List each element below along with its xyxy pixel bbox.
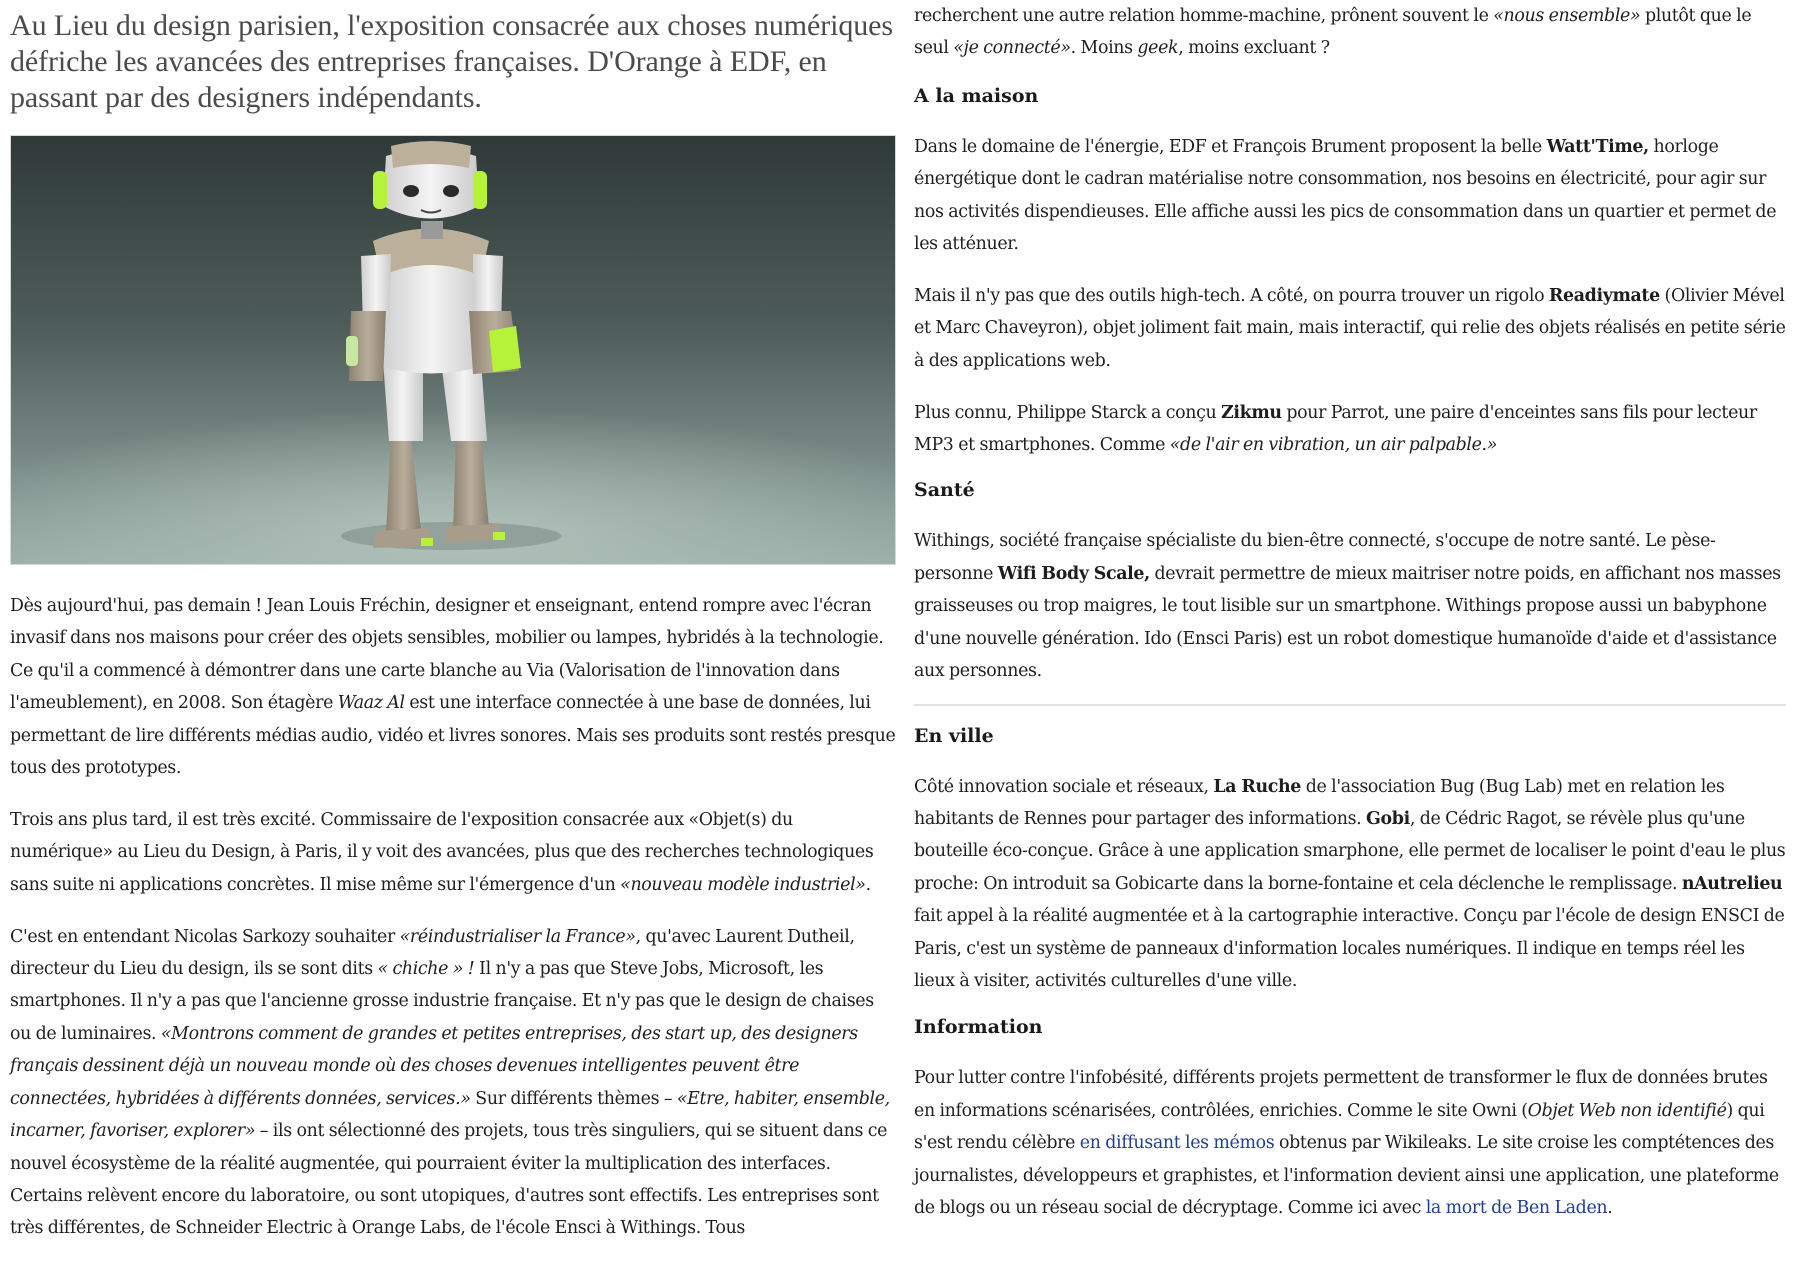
inline-link[interactable]: la mort de Ben Laden bbox=[1425, 1197, 1608, 1218]
text-run: fait appel à la réalité augmentée et à la cartographie interactive. Conçu par l'école de design ENSCI de Paris, c'est un système de panneaux d'information locales numériques. Il indique en temps réel les lieux à visiter, activités culturelles d'une ville. bbox=[914, 906, 1785, 991]
body-paragraph bbox=[10, 590, 896, 784]
left-column bbox=[10, 8, 896, 1264]
text-run: pour Parrot, une paire d'enceintes sans fils pour lecteur MP3 et smartphones. Comme bbox=[914, 402, 1757, 456]
text-run: C'est en entendant Nicolas Sarkozy souhaiter bbox=[10, 926, 400, 947]
text-run: devrait permettre de mieux maitriser notre poids, en affichant nos masses graisseuses ou trop maigres, le tout lisible sur un smartphone. Withings propose aussi un babyphone d'une nouvelle génération. Ido (Ensci Paris) est un robot domestique humanoïde d'aide et d'assistance aux personnes. bbox=[914, 563, 1781, 682]
emphasis-text: «nous ensemble» bbox=[1493, 6, 1641, 26]
text-run: Trois ans plus tard, il est très excité. Commissaire de l'exposition consacrée aux «Objet(s) du numérique» au Lieu du Design, à Paris, il y voit des avancées, plus que des recherches technologiques sans suite ni applications concrètes. Il mise même sur l'émergence d'un bbox=[10, 809, 874, 895]
product-name: Wifi Body Scale, bbox=[997, 563, 1150, 584]
body-paragraph bbox=[914, 771, 1786, 998]
text-run: ) qui s'est rendu célèbre bbox=[914, 1100, 1765, 1154]
text-run: de l'association Bug (Bug Lab) met en relation les habitants de Rennes pour partager des informations. bbox=[914, 776, 1725, 829]
emphasis-text: «je connecté» bbox=[953, 38, 1071, 59]
body-paragraph bbox=[10, 804, 896, 901]
text-run: horloge énergétique dont le cadran matérialise notre consommation, nos besoins en électricité, pour agir sur nos activités dispendieuses. Elle affiche aussi les pics de consommation dans un quartier et permet de les atténuer. bbox=[914, 136, 1777, 255]
body-paragraph bbox=[914, 280, 1786, 377]
text-run: Sur différents thèmes – bbox=[470, 1088, 677, 1109]
section-heading-maison: A la maison bbox=[914, 84, 1039, 107]
text-run: plutôt que le seul bbox=[914, 6, 1752, 59]
text-run: Dès aujourd'hui, pas demain ! Jean Louis Fréchin, designer et enseignant, entend rompre avec l'écran invasif dans nos maisons pour créer des objets sensibles, mobilier ou lampes, hybridés à la technologie. Ce qu'il a commencé à démontrer dans une carte blanche au Via (Valorisation de l'innovation dans l'ameublement), en 2008. Son étagère bbox=[10, 596, 884, 714]
body-paragraph bbox=[10, 921, 896, 1245]
product-name: Readiymate bbox=[1548, 285, 1660, 306]
text-run: Withings, société française spécialiste du bien-être connecté, s'occupe de notre santé. Le pèse-personne bbox=[914, 531, 1716, 584]
body-paragraph bbox=[914, 397, 1786, 462]
text-run: Il n'y a pas que Steve Jobs, Microsoft, les smartphones. Il n'y a pas que l'ancienne grosse industrie française. Et n'y pas que le design de chaises ou de luminaires. bbox=[10, 959, 874, 1044]
body-paragraph bbox=[914, 0, 1786, 65]
text-run: Dans le domaine de l'énergie, EDF et François Brument proposent la belle bbox=[914, 136, 1547, 157]
product-name: Gobi bbox=[1366, 808, 1410, 829]
text-run: (Olivier Mével et Marc Chaveyron), objet joliment fait main, mais interactif, qui relie des objets réalisés en petite série à des applications web. bbox=[914, 285, 1786, 371]
inline-link[interactable]: en diffusant les mémos bbox=[1079, 1133, 1275, 1154]
text-run: obtenus par Wikileaks. Le site croise les comptétences des journalistes, développeurs et graphistes, et l'information devient ainsi une application, une plateforme de blogs ou un réseau social de décryptage. Comme ici avec bbox=[914, 1133, 1779, 1218]
body-paragraph bbox=[914, 525, 1786, 687]
emphasis-text: «de l'air en vibration, un air palpable.» bbox=[1169, 435, 1498, 456]
body-paragraph bbox=[914, 131, 1786, 261]
product-name: La Ruche bbox=[1213, 776, 1302, 797]
robot-photo bbox=[10, 135, 896, 565]
product-name: nAutrelieu bbox=[1681, 873, 1783, 894]
emphasis-text: geek bbox=[1137, 38, 1179, 59]
right-column bbox=[914, 0, 1786, 1244]
section-heading-sante: Santé bbox=[914, 479, 975, 502]
emphasis-text: « chiche » ! bbox=[377, 959, 475, 980]
emphasis-text: «Montrons comment de grandes et petites entreprises, des start up, des designers français dessinent déjà un nouveau monde où des choses devenues intelligentes peuvent être connectées, hybridées à différents données, services.» bbox=[10, 1023, 858, 1109]
text-run: Côté innovation sociale et réseaux, bbox=[914, 776, 1214, 797]
text-run: , de Cédric Ragot, se révèle plus qu'une bouteille éco-conçue. Grâce à une application smarphone, elle permet de localiser le point d'eau le plus proche: On introduit sa Gobicarte dans la borne-fontaine et cela déclenche le remplissage. bbox=[914, 808, 1786, 894]
emphasis-text: «nouveau modèle industriel» bbox=[620, 874, 866, 895]
text-run: , qu'avec Laurent Dutheil, directeur du Lieu du design, ils se sont dits bbox=[10, 926, 855, 980]
section-heading-ville: En ville bbox=[914, 724, 994, 747]
emphasis-text: «réindustrialiser la France» bbox=[399, 926, 636, 947]
text-run: . Moins bbox=[1070, 38, 1138, 59]
product-name: Watt'Time, bbox=[1546, 136, 1649, 157]
text-run: Plus connu, Philippe Starck a conçu bbox=[914, 402, 1222, 423]
text-run: , moins excluant ? bbox=[1178, 38, 1330, 59]
article-lead: Au Lieu du design parisien, l'exposition consacrée aux choses numériques défriche les avancées des entreprises françaises. D'Orange à EDF, en passant par des designers indépendants. bbox=[10, 9, 893, 114]
text-run: est une interface connectée à une base de données, lui permettant de lire différents médias audio, vidéo et livres sonores. Mais ses produits sont restés presque tous des prototypes. bbox=[10, 693, 896, 779]
section-heading-information: Information bbox=[914, 1016, 1043, 1039]
text-run: Pour lutter contre l'infobésité, différents projets permettent de transformer le flux de données brutes en informations scénarisées, contrôlées, enrichies. Comme le site Owni ( bbox=[914, 1068, 1768, 1121]
robot-illustration bbox=[11, 136, 895, 564]
emphasis-text: Objet Web non identifié bbox=[1527, 1100, 1727, 1121]
text-run: . bbox=[1607, 1197, 1613, 1218]
emphasis-text: «Etre, habiter, ensemble, incarner, favoriser, explorer» bbox=[10, 1088, 890, 1142]
text-run: . bbox=[865, 874, 871, 895]
emphasis-text: Waaz Al bbox=[337, 693, 405, 714]
text-run: recherchent une autre relation homme-machine, prônent souvent le bbox=[914, 6, 1494, 26]
product-name: Zikmu bbox=[1221, 402, 1282, 423]
text-run: – ils ont sélectionné des projets, tous très singuliers, qui se situent dans ce nouvel écosystème de la réalité augmentée, qui pourraient éviter la multiplication des interfaces. Certains relèvent encore du laboratoire, ou sont utopiques, d'autres sont effectifs. Les entreprises sont très différentes, de Schneider Electric à Orange Labs, de l'école Ensci à Withings. Tous bbox=[10, 1121, 888, 1239]
left-body-text bbox=[10, 590, 896, 1245]
text-run: Mais il n'y pas que des outils high-tech. A côté, on pourra trouver un rigolo bbox=[914, 285, 1549, 306]
body-paragraph bbox=[914, 1062, 1786, 1224]
section-divider bbox=[914, 704, 1786, 706]
